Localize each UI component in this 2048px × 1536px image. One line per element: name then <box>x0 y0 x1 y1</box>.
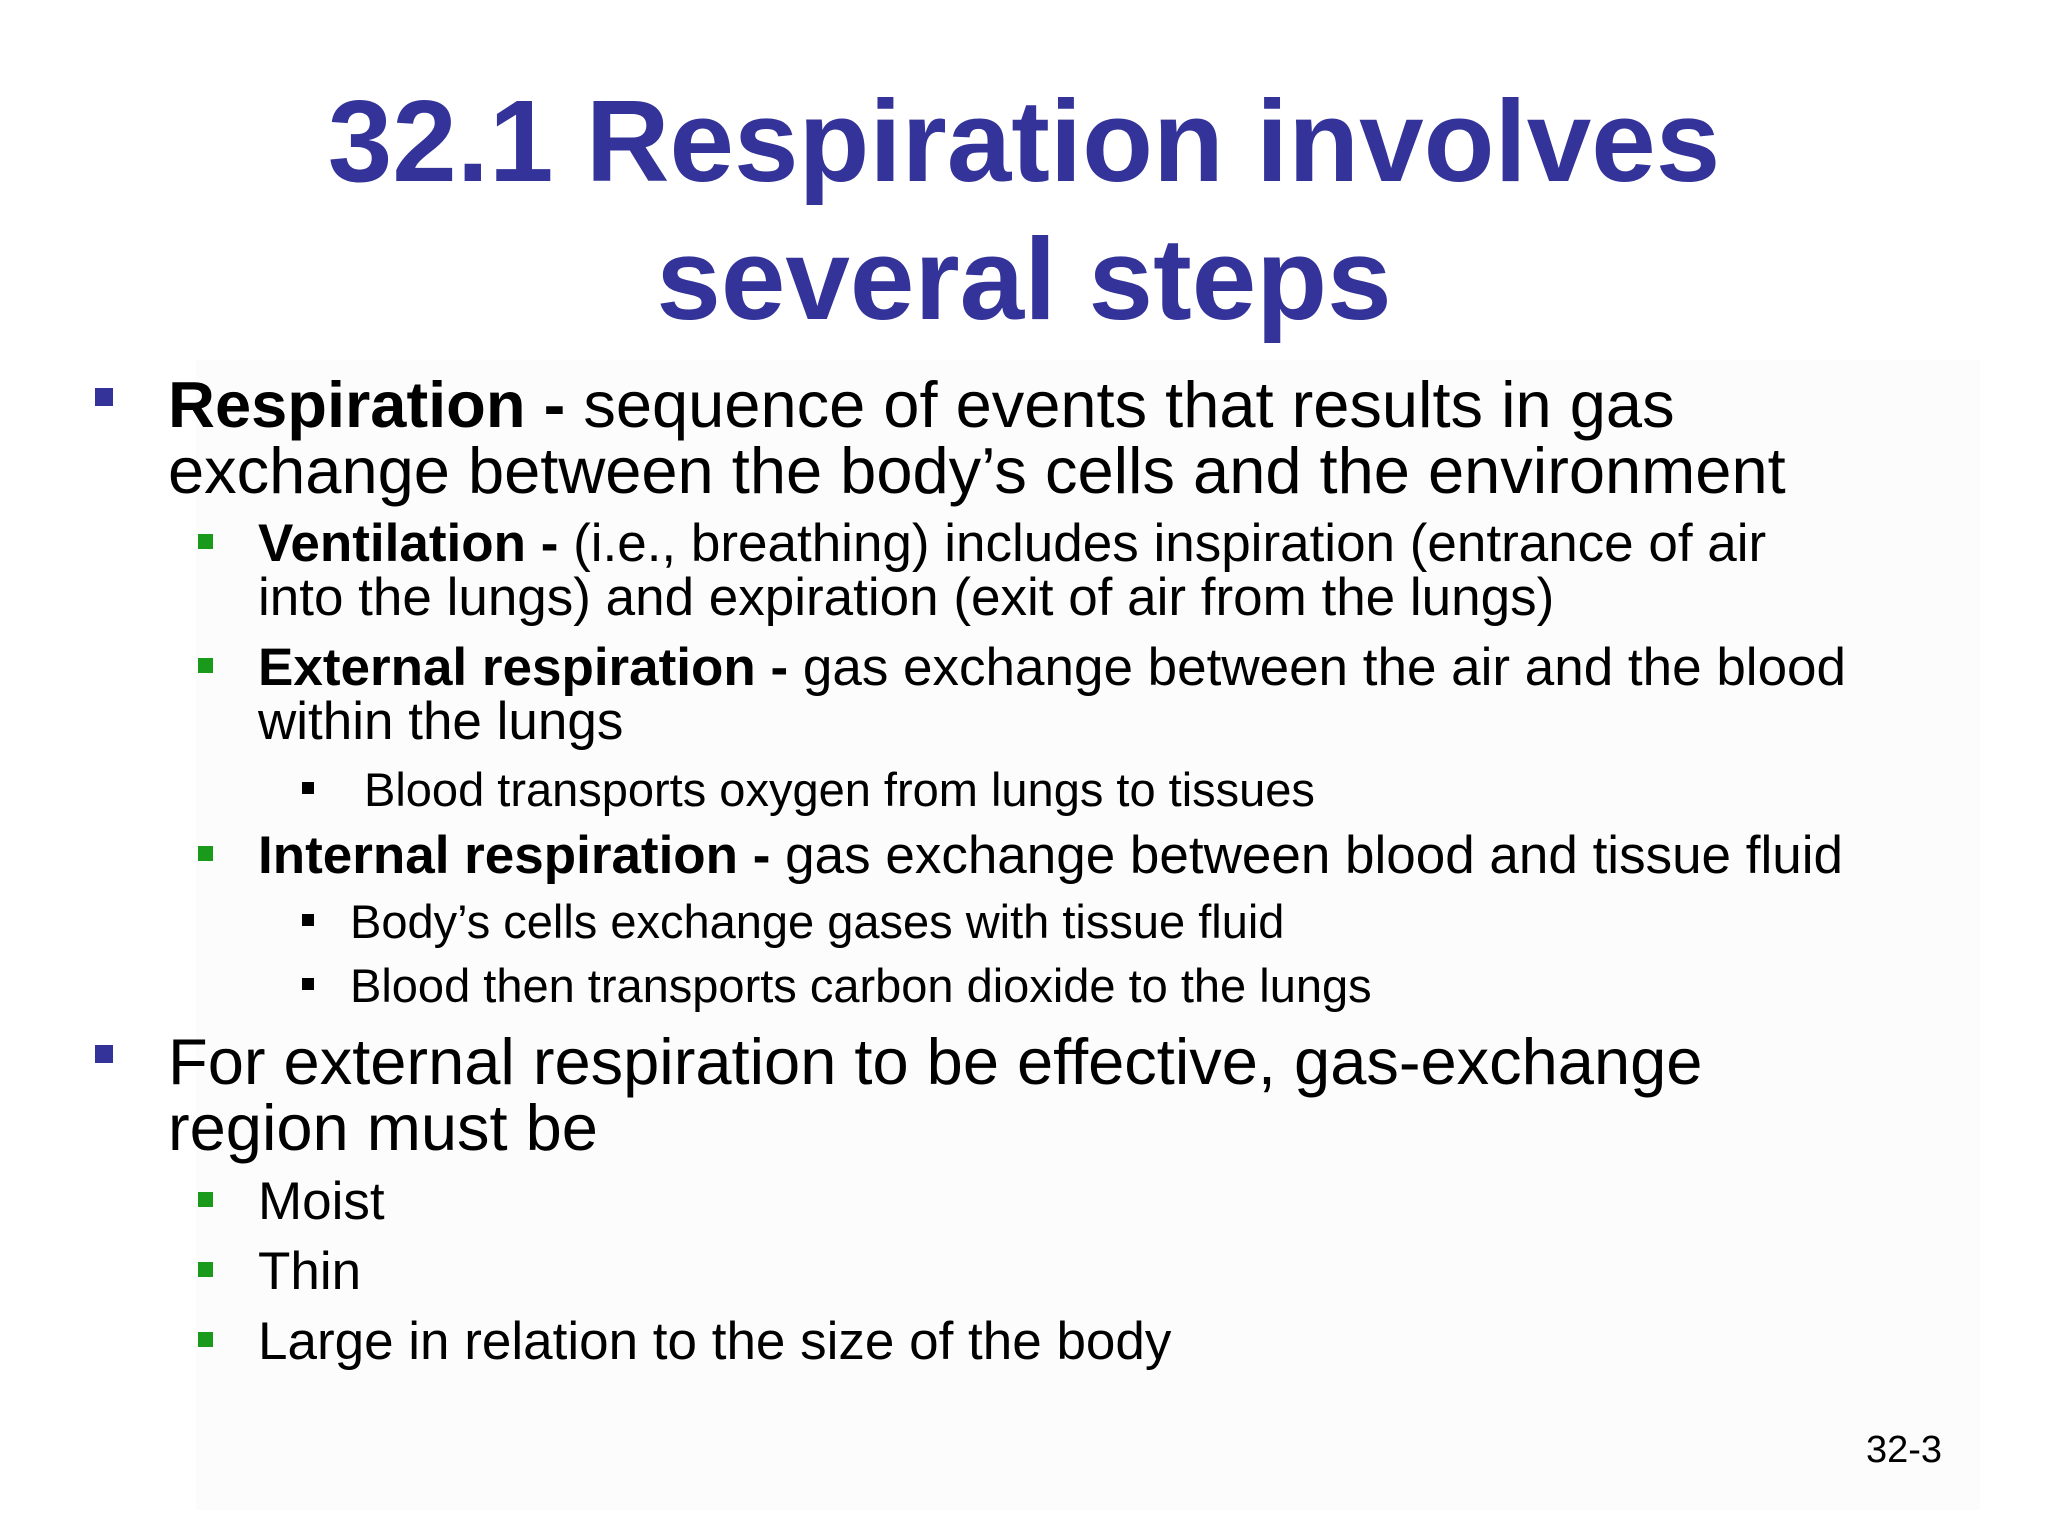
slide-title-line-1: 32.1 Respiration involves <box>327 76 1721 206</box>
bullet-text-line-1: For external respiration to be effective, gas-exchange <box>168 1025 1703 1098</box>
square-bullet-icon <box>302 978 314 990</box>
slide-title <box>0 72 2048 348</box>
bullet-text: Large in relation to the size of the body <box>258 1312 1172 1371</box>
square-bullet-icon <box>95 388 113 406</box>
square-bullet-icon <box>302 782 314 794</box>
sub-bullet-text: Blood then transports carbon dioxide to the lungs <box>350 959 1372 1012</box>
term-respiration: Respiration - <box>168 368 566 441</box>
sub-bullet-text: Blood transports oxygen from lungs to tissues <box>364 763 1315 816</box>
sub-bullet-text: Body’s cells exchange gases with tissue fluid <box>350 895 1285 948</box>
definition-respiration-line-2: exchange between the body’s cells and the environment <box>168 434 1786 507</box>
definition-ventilation-line-2: into the lungs) and expiration (exit of air from the lungs) <box>258 568 1555 627</box>
square-bullet-icon <box>198 534 213 549</box>
square-bullet-icon <box>198 1332 213 1347</box>
bullet-text: Thin <box>258 1242 362 1301</box>
bullet-text: Moist <box>258 1172 385 1231</box>
page-number: 32-3 <box>1865 1429 1942 1471</box>
definition-external-line-1: gas exchange between the air and the blood <box>788 638 1847 697</box>
bullet-text-line-2: region must be <box>168 1091 598 1164</box>
definition-external-line-2: within the lungs <box>258 692 624 751</box>
definition-ventilation-line-1: (i.e., breathing) includes inspiration (entrance of air <box>558 514 1767 573</box>
square-bullet-icon <box>198 1192 213 1207</box>
bullet-text <box>258 516 1766 572</box>
square-bullet-icon <box>198 846 213 861</box>
bullet-text <box>258 640 1846 696</box>
square-bullet-icon <box>95 1045 113 1063</box>
term-ventilation: Ventilation - <box>258 514 559 573</box>
square-bullet-icon <box>302 914 314 926</box>
term-internal-respiration: Internal respiration - <box>258 826 771 885</box>
slide-title-line-2: several steps <box>656 214 1392 344</box>
term-external-respiration: External respiration - <box>258 638 789 697</box>
definition-respiration-line-1: sequence of events that results in gas <box>565 368 1675 441</box>
square-bullet-icon <box>198 658 213 673</box>
bullet-text <box>258 828 1843 884</box>
bullet-text <box>168 368 1675 441</box>
definition-internal: gas exchange between blood and tissue fluid <box>770 826 1843 885</box>
square-bullet-icon <box>198 1262 213 1277</box>
